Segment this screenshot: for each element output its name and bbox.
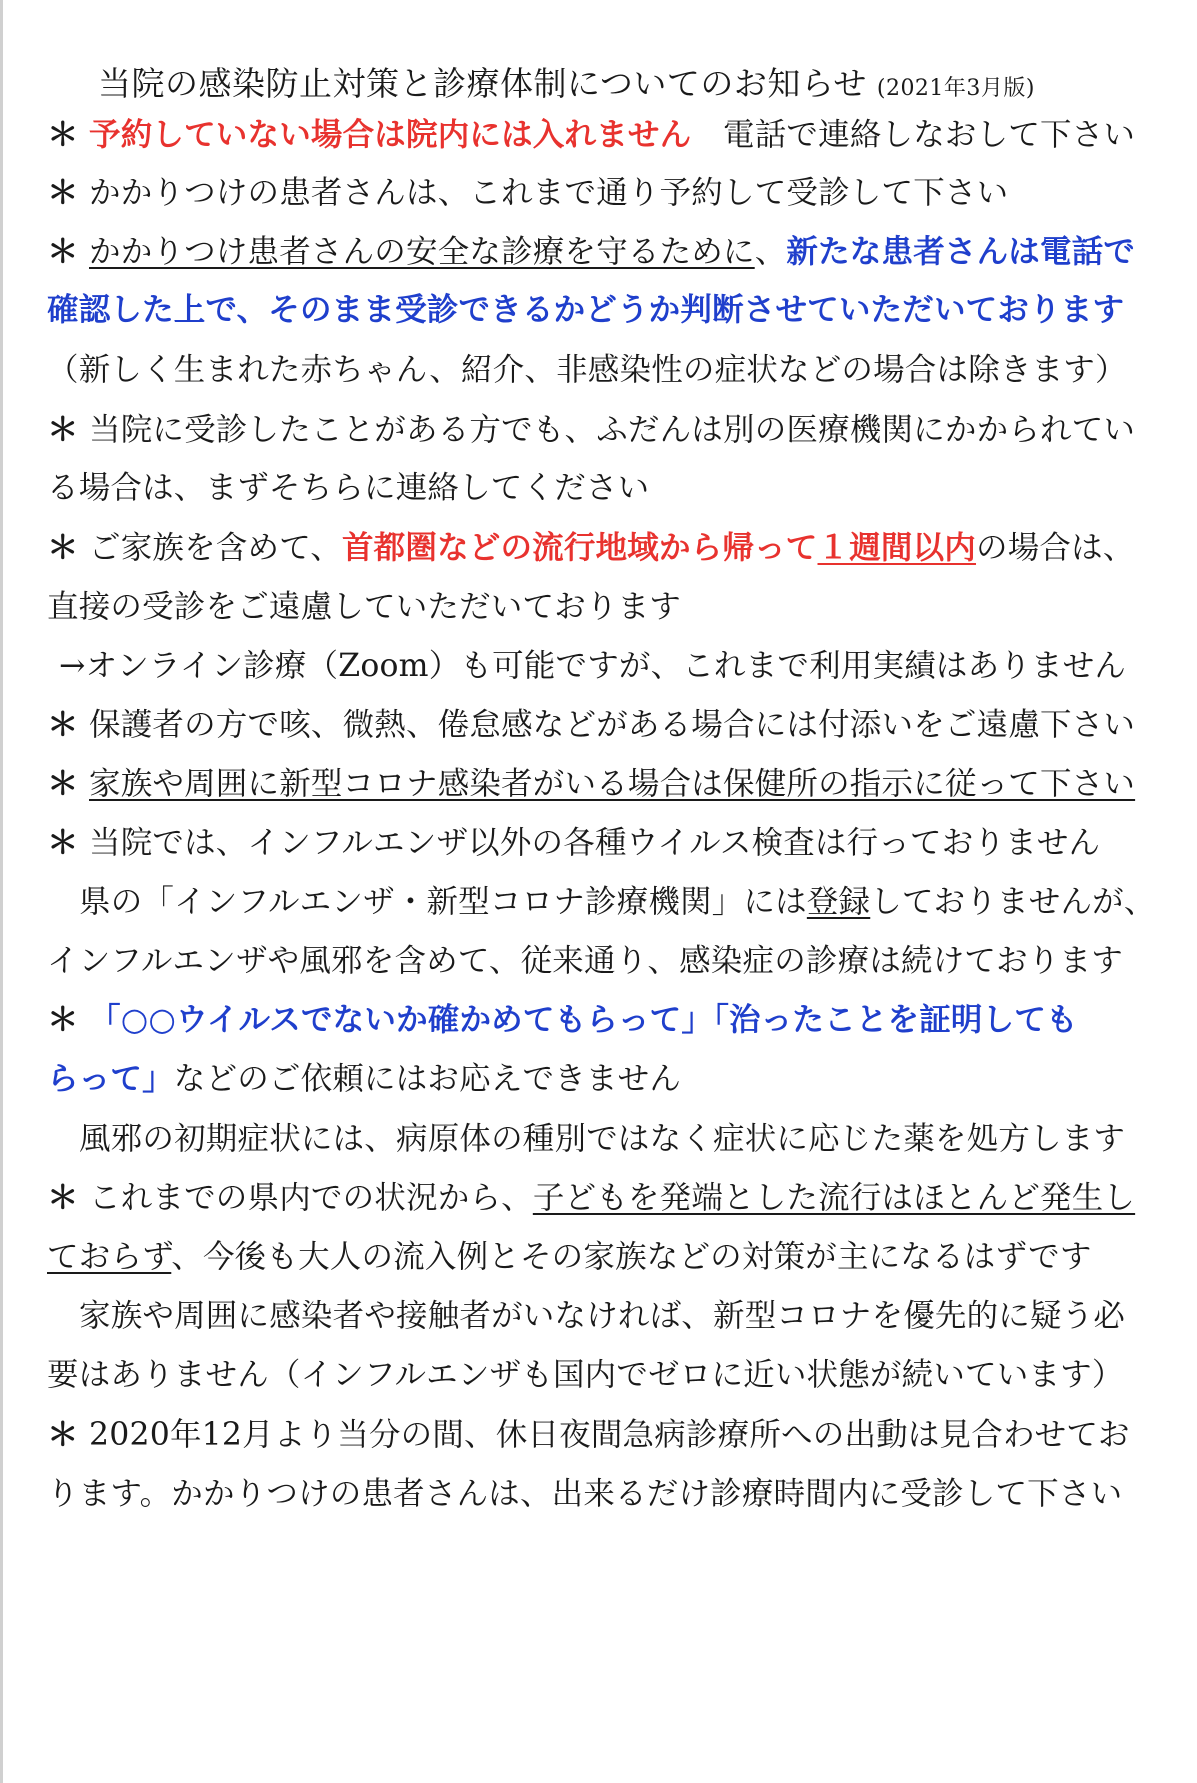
line-text: 要はありません（インフルエンザも国内でゼロに近い状態が続いています） [47, 1357, 1124, 1393]
notice-line-7 [47, 466, 649, 510]
notice-line-10 [59, 644, 1126, 688]
notice-line-12 [47, 762, 1135, 806]
notice-line-24 [47, 1472, 1122, 1516]
title-main: 当院の感染防止対策と診療体制についてのお知らせ [98, 64, 867, 103]
notice-line-14 [79, 880, 1156, 924]
line-text: 当院では、インフルエンザ以外の各種ウイルス検査は行っておりません [89, 825, 1101, 861]
line-text: しておりませんが、 [870, 884, 1156, 920]
line-text: の場合は、 [976, 530, 1135, 566]
line-text: 当院に受診したことがある方でも、ふだんは別の医療機関にかかられてい [89, 412, 1136, 448]
bullet-asterisk: ＊ [47, 1179, 79, 1216]
line-text: 電話で連絡しなおして下さい [691, 117, 1136, 153]
request-refusal-notice: 「○○ウイルスでないか確かめてもらって」「治ったことを証明しても [89, 1001, 1078, 1038]
line-text: これまでの県内での状況から、 [89, 1180, 533, 1216]
bullet-asterisk: ＊ [47, 529, 79, 566]
line-text: 、 [754, 234, 787, 270]
bullet-asterisk: ＊ [47, 765, 79, 802]
notice-line-20 [47, 1235, 1092, 1279]
notice-line-11 [47, 703, 1135, 747]
notice-line-5 [47, 348, 1127, 392]
bullet-asterisk: ＊ [47, 824, 79, 861]
notice-line-9 [47, 585, 681, 629]
underlined-text: 子どもを発端とした流行はほとんど発生し [532, 1180, 1136, 1216]
line-text: 県の「インフルエンザ・新型コロナ診療機関」には [79, 884, 807, 920]
notice-line-18 [79, 1117, 1125, 1161]
new-patient-notice-cont: 確認した上で、そのまま受診できるかどうか判断させていただいております [47, 291, 1125, 328]
request-refusal-notice-cont: らって」 [47, 1060, 174, 1097]
new-patient-notice: 新たな患者さんは電話で [786, 233, 1136, 270]
page-title [98, 58, 1035, 105]
notice-line-3 [47, 230, 1135, 274]
notice-line-22 [47, 1353, 1124, 1397]
line-text: （新しく生まれた赤ちゃん、紹介、非感染性の症状などの場合は除きます） [47, 352, 1127, 388]
line-text: 保護者の方で咳、微熱、倦怠感などがある場合には付添いをご遠慮下さい [89, 707, 1136, 743]
underlined-text: ておらず [47, 1239, 172, 1275]
travel-warning: 首都圏などの流行地域から帰って [341, 529, 818, 566]
bullet-asterisk: ＊ [47, 411, 79, 448]
underlined-text: 家族や周囲に新型コロナ感染者がいる場合は保健所の指示に従って下さい [89, 766, 1136, 802]
line-text: ご家族を含めて、 [89, 530, 342, 566]
bullet-asterisk: ＊ [47, 116, 79, 153]
notice-line-4 [47, 288, 1124, 332]
notice-line-17 [47, 1057, 681, 1101]
notice-line-1 [47, 113, 1135, 157]
line-text: る場合は、まずそちらに連絡してください [47, 470, 650, 506]
line-text: →オンライン診療（Zoom）も可能ですが、これまで利用実績はありません [59, 648, 1127, 684]
notice-line-2 [47, 171, 1008, 215]
line-text: ります。かかりつけの患者さんは、出来るだけ診療時間内に受診して下さい [47, 1476, 1123, 1512]
one-week-warning: １週間以内 [817, 529, 977, 566]
bullet-asterisk: ＊ [47, 706, 79, 743]
notice-line-8 [47, 526, 1135, 570]
title-edition: (2021年3月版) [876, 76, 1036, 101]
no-reservation-warning: 予約していない場合は院内には入れません [89, 116, 692, 153]
line-text: 、今後も大人の流入例とその家族などの対策が主になるはずです [171, 1239, 1092, 1275]
line-text: などのご依頼にはお応えできません [173, 1061, 682, 1097]
notice-line-23 [47, 1413, 1130, 1457]
notice-line-19 [47, 1176, 1135, 1220]
bullet-asterisk: ＊ [47, 1001, 79, 1038]
line-text: 家族や周囲に感染者や接触者がいなければ、新型コロナを優先的に疑う必 [79, 1298, 1126, 1334]
notice-line-21 [79, 1294, 1125, 1338]
notice-line-16 [47, 998, 1078, 1042]
underlined-text: 登録 [806, 884, 871, 920]
notice-line-6 [47, 408, 1135, 452]
bullet-asterisk: ＊ [47, 174, 79, 211]
line-text: かかりつけの患者さんは、これまで通り予約して受診して下さい [89, 175, 1009, 211]
notice-line-13 [47, 821, 1100, 865]
line-text: 2020年12月より当分の間、休日夜間急病診療所への出動は見合わせてお [89, 1417, 1130, 1453]
underlined-text: かかりつけ患者さんの安全な診療を守るために [89, 234, 755, 270]
line-text: インフルエンザや風邪を含めて、従来通り、感染症の診療は続けております [47, 943, 1123, 979]
notice-line-15 [47, 939, 1123, 983]
line-text: 直接の受診をご遠慮していただいております [47, 589, 682, 625]
bullet-asterisk: ＊ [47, 1416, 79, 1453]
line-text: 風邪の初期症状には、病原体の種別ではなく症状に応じた薬を処方します [79, 1121, 1126, 1157]
bullet-asterisk: ＊ [47, 233, 79, 270]
